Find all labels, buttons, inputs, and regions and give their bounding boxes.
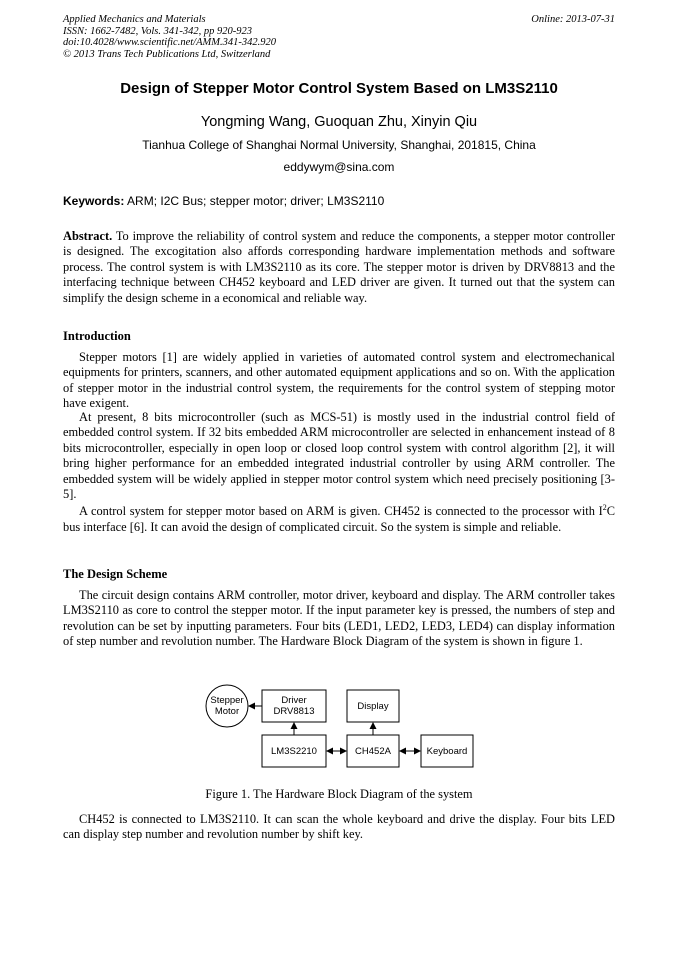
author-email[interactable]: eddywym@sina.com xyxy=(283,160,395,174)
hardware-block-diagram xyxy=(190,676,490,776)
paper-authors: Yongming Wang, Guoquan Zhu, Xinyin Qiu xyxy=(200,114,478,130)
design-paragraph-2: CH452 is connected to LM3S2110. It can scan the whole keyboard and drive the display. Four bits LED can display step number and revolution number by shift key. xyxy=(63,812,615,842)
design-heading: The Design Scheme xyxy=(63,567,168,581)
intro-paragraph-2: At present, 8 bits microcontroller (such as MCS-51) is mostly used in the industrial control field of embedded control system. If 32 bits embedded ARM microcontroller are selected in enhancement instead of 8 bits microcontroller, especially in open loop or closed loop control system with control algorithm [2], it will bring higher performance for an embedded integrated industrial controller by using ARM controller. The embedded system will be widely applied in stepper motor control system which need precisely positioning [3-5]. xyxy=(63,410,615,502)
stepper-motor-label-2: Motor xyxy=(214,706,240,717)
driver-label-1: Driver xyxy=(281,695,307,706)
figure-caption: Figure 1. The Hardware Block Diagram of the system xyxy=(205,787,473,801)
abstract-label: Abstract. xyxy=(63,229,113,243)
abstract-text: To improve the reliability of control system and reduce the components, a stepper motor controller is designed. The excogitation also affords corresponding hardware implementation methods and software process. The control system is with LM3S2110 as its core. The stepper motor is driven by DRV8813 and the interfacing technique between CH452 keyboard and LED driver are given. It turned out that the system can simplify the design scheme in a economical and reliable way. xyxy=(63,229,616,305)
issn-line: ISSN: 1662-7482, Vols. 341-342, pp 920-923 xyxy=(63,25,252,37)
keywords xyxy=(63,194,615,208)
doi-line[interactable]: doi:10.4028/www.scientific.net/AMM.341-342.920 xyxy=(63,37,276,48)
copyright-line: © 2013 Trans Tech Publications Ltd, Switzerland xyxy=(63,48,271,60)
mcu-label: LM3S2210 xyxy=(271,746,317,757)
driver-label-2: DRV8813 xyxy=(273,706,315,717)
intro-paragraph-1: Stepper motors [1] are widely applied in varieties of automated control system and electromechanical equipments for printers, scanners, and other automated equipment applications and so on. With the application of stepper motor in the industrial control system, the requirements for the control system of stepping motor have exigent. xyxy=(63,350,615,411)
display-label: Display xyxy=(357,701,389,712)
paper-affiliation: Tianhua College of Shanghai Normal University, Shanghai, 201815, China xyxy=(142,138,536,152)
design-paragraph-1: The circuit design contains ARM controller, motor driver, keyboard and display. The ARM controller takes LM3S2110 as core to control the stepper motor. If the input parameter key is pressed, the numbers of step and revolution can be set by inputting parameters. Four bits (LED1, LED2, LED3, LED4) can display information of step number and revolution number. The Hardware Block Diagram of the system is shown in figure 1. xyxy=(63,588,615,649)
intro-p3-after: C bus interface [6]. It can avoid the design of complicated circuit. So the system is simple and reliable. xyxy=(63,504,615,534)
intro-paragraph-3 xyxy=(63,500,615,535)
intro-p3-sup: 2 xyxy=(602,503,607,512)
intro-p3-before: A control system for stepper motor based on ARM is given. CH452 is connected to the processor with I xyxy=(79,504,603,519)
paper-title: Design of Stepper Motor Control System Based on LM3S2110 xyxy=(120,80,558,97)
keyboard-label: Keyboard xyxy=(426,746,468,757)
journal-name: Applied Mechanics and Materials xyxy=(63,14,206,25)
keywords-label: Keywords: xyxy=(63,194,125,208)
abstract xyxy=(63,229,615,306)
keywords-text: ARM; I2C Bus; stepper motor; driver; LM3S2110 xyxy=(127,194,385,208)
stepper-motor-label-1: Stepper xyxy=(210,695,244,706)
online-date: Online: 2013-07-31 xyxy=(531,14,615,25)
introduction-heading: Introduction xyxy=(63,329,131,343)
ch452-label: CH452A xyxy=(355,746,391,757)
journal-header xyxy=(63,14,615,60)
